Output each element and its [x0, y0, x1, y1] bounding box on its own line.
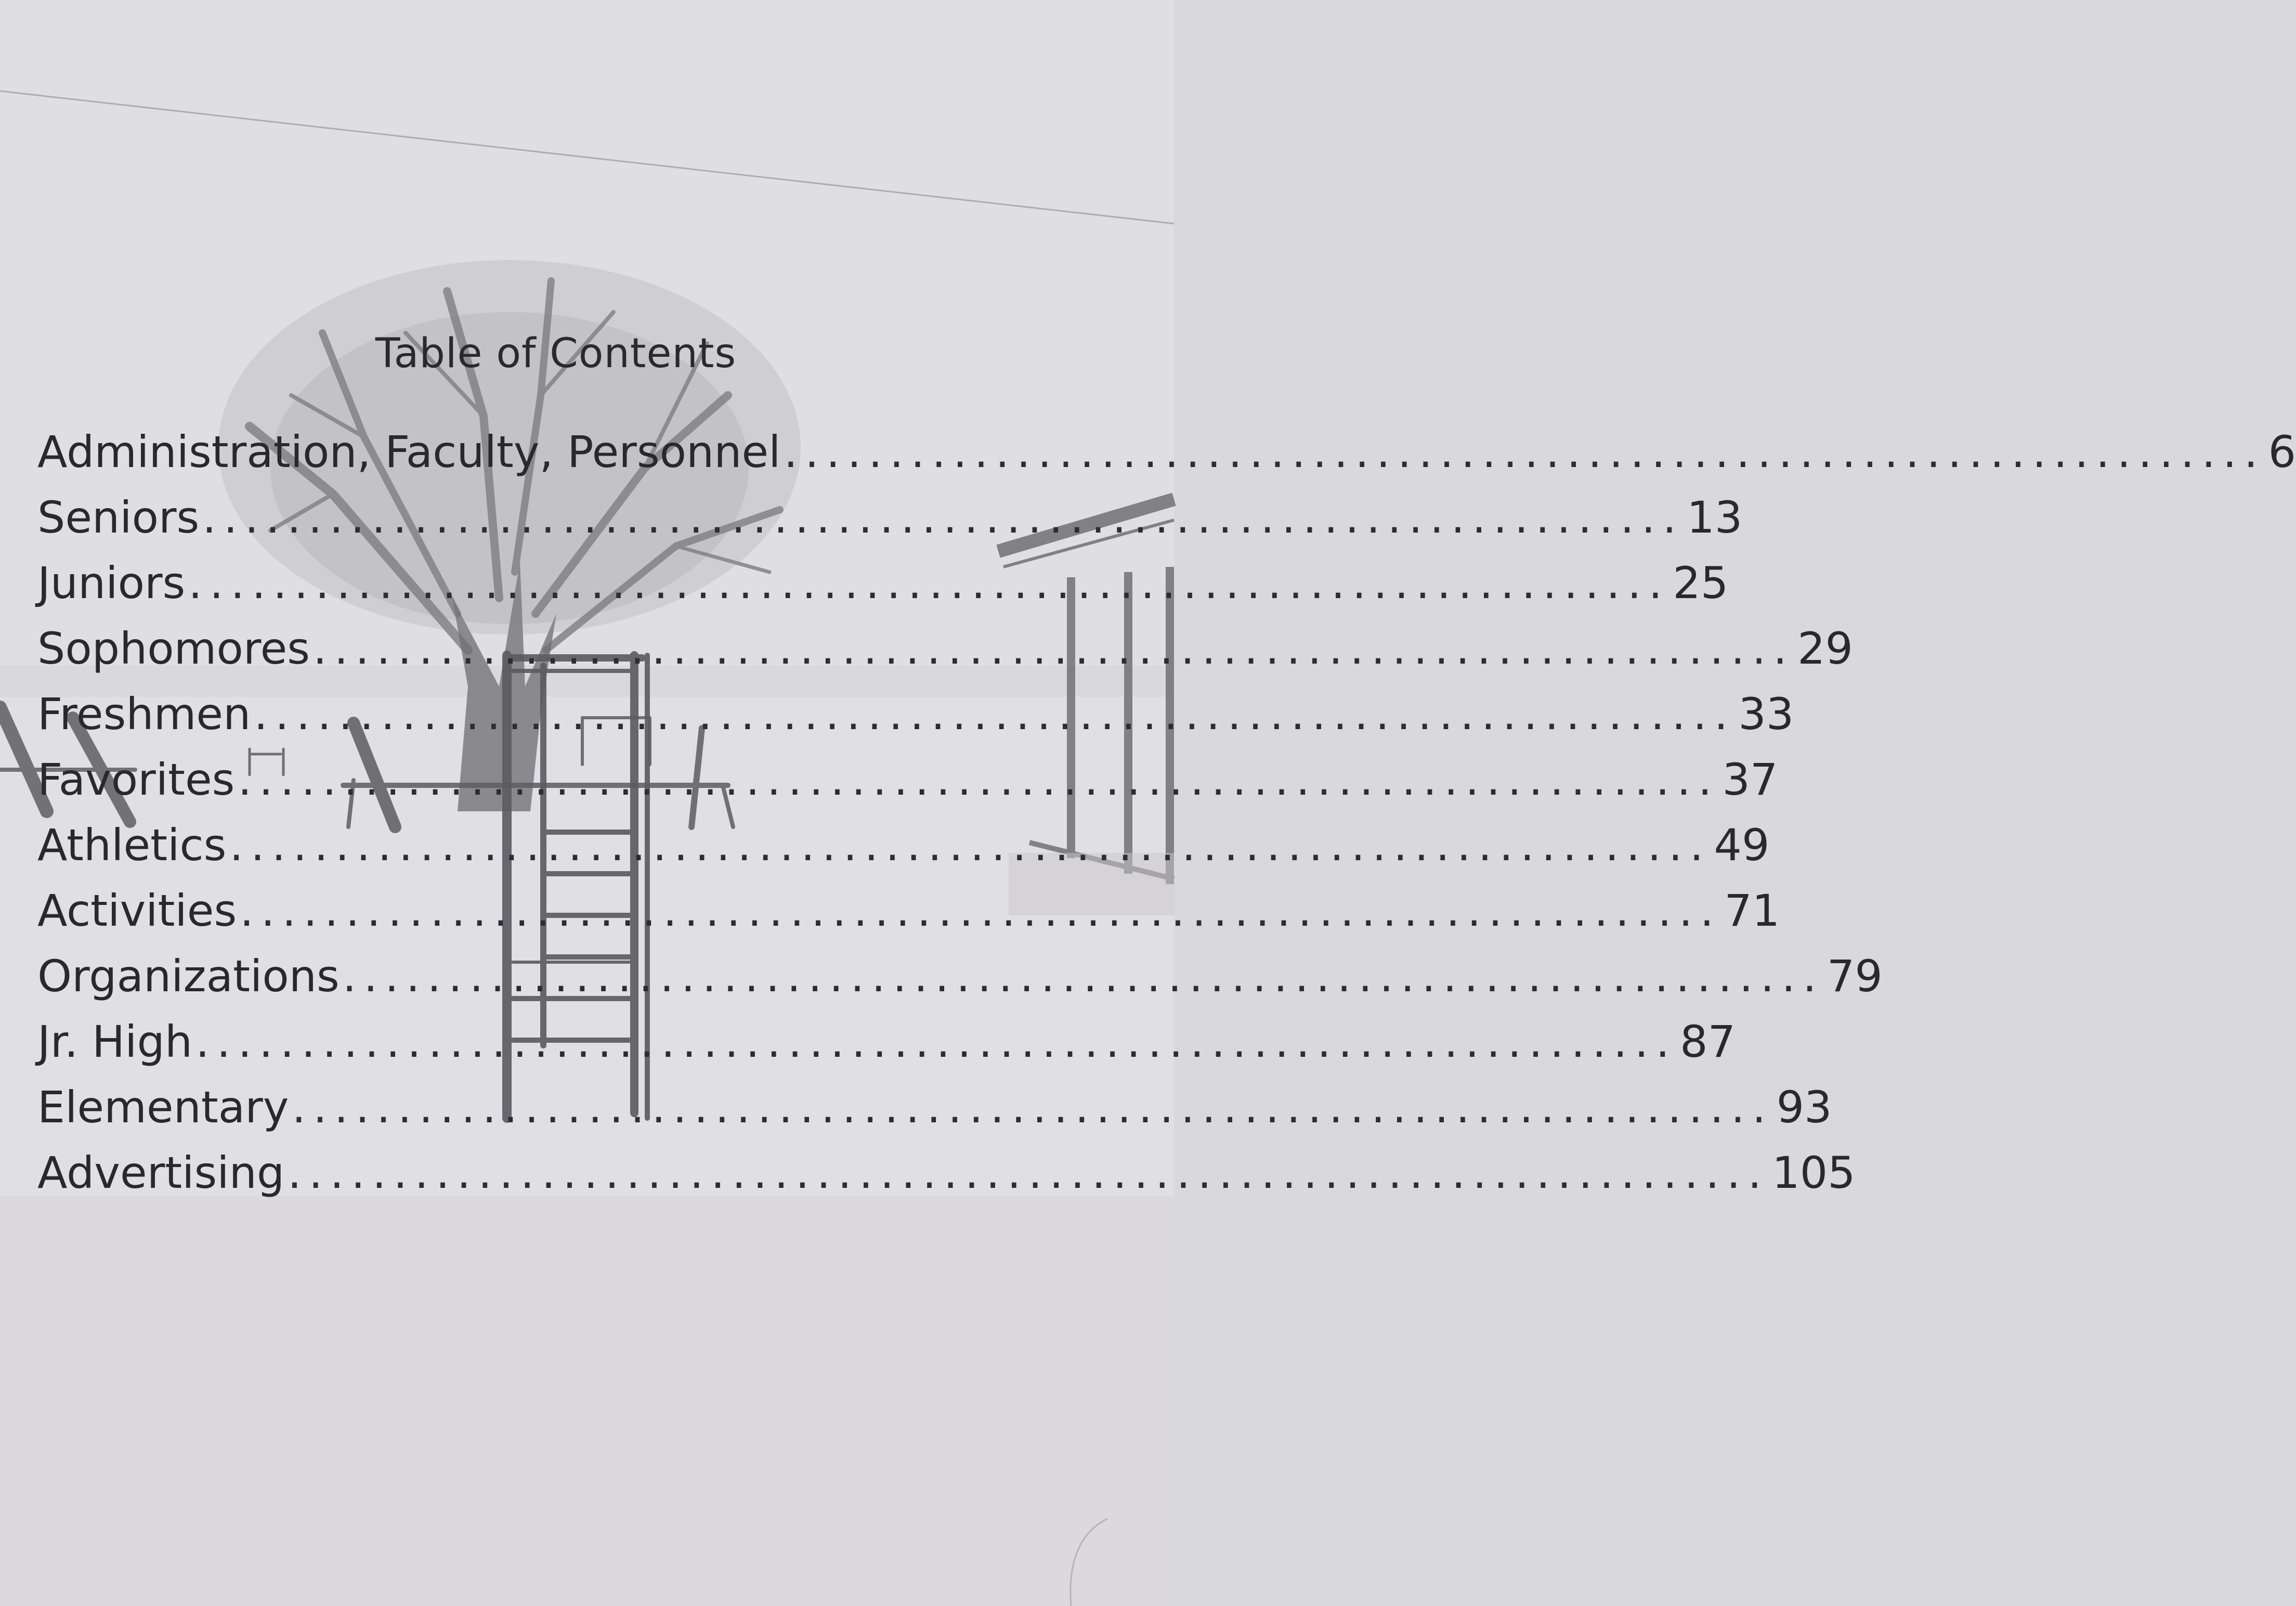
toc-entry-page: 6 [2268, 426, 2296, 477]
toc-entry-label: Seniors [37, 492, 200, 543]
toc-entry-label: Advertising [37, 1147, 285, 1198]
toc-entry-label: Freshmen [37, 689, 251, 740]
dot-leader: ...................................................................... [240, 885, 1721, 936]
page-title: Table of Contents [375, 330, 737, 377]
dot-leader: ...................................................................... [195, 1016, 1677, 1067]
toc-entry [37, 1147, 1856, 1213]
toc-entry-label: Administration, Faculty, Personnel [37, 426, 781, 477]
toc-entry-label: Sophomores [37, 623, 310, 674]
toc-entry-page: 25 [1673, 558, 1729, 608]
toc-entry [37, 951, 1883, 1016]
toc-entry [37, 1082, 1832, 1147]
toc-entry-label: Jr. High [37, 1016, 193, 1067]
toc-entry [37, 492, 1743, 558]
table-of-contents [37, 426, 2296, 1213]
toc-entry [37, 885, 1780, 951]
toc-entry-page: 49 [1714, 820, 1770, 871]
dot-leader: ...................................................................... [188, 558, 1670, 608]
toc-entry [37, 754, 1778, 820]
toc-entry [37, 1016, 1736, 1082]
dot-leader: ...................................................................... [254, 689, 1736, 740]
toc-entry-page: 93 [1776, 1082, 1832, 1133]
toc-entry-label: Activities [37, 885, 237, 936]
toc-entry-label: Juniors [37, 558, 186, 608]
dot-leader: ...................................................................... [342, 951, 1824, 1002]
toc-entry-page: 87 [1680, 1016, 1736, 1067]
toc-entry-label: Elementary [37, 1082, 289, 1133]
toc-entry-page: 13 [1687, 492, 1743, 543]
dot-leader: ...................................................................... [292, 1082, 1773, 1133]
dot-leader: ...................................................................... [202, 492, 1684, 543]
toc-entry [37, 426, 2296, 492]
toc-entry-page: 29 [1797, 623, 1853, 674]
dot-leader: ...................................................................... [784, 426, 2265, 477]
toc-entry-page: 79 [1827, 951, 1883, 1002]
toc-entry [37, 623, 1853, 689]
toc-entry [37, 820, 1770, 885]
toc-entry-page: 71 [1724, 885, 1780, 936]
dot-leader: ...................................................................... [238, 754, 1719, 805]
toc-entry-label: Organizations [37, 951, 340, 1002]
toc-entry-page: 37 [1722, 754, 1778, 805]
dot-leader: ...................................................................... [229, 820, 1711, 871]
toc-entry [37, 689, 1794, 754]
dot-leader: ...................................................................... [288, 1147, 1769, 1198]
toc-entry-page: 105 [1772, 1147, 1856, 1198]
toc-entry [37, 558, 1729, 623]
dot-leader: ...................................................................... [313, 623, 1795, 674]
toc-entry-page: 33 [1738, 689, 1794, 740]
toc-entry-label: Athletics [37, 820, 227, 871]
toc-entry-label: Favorites [37, 754, 235, 805]
